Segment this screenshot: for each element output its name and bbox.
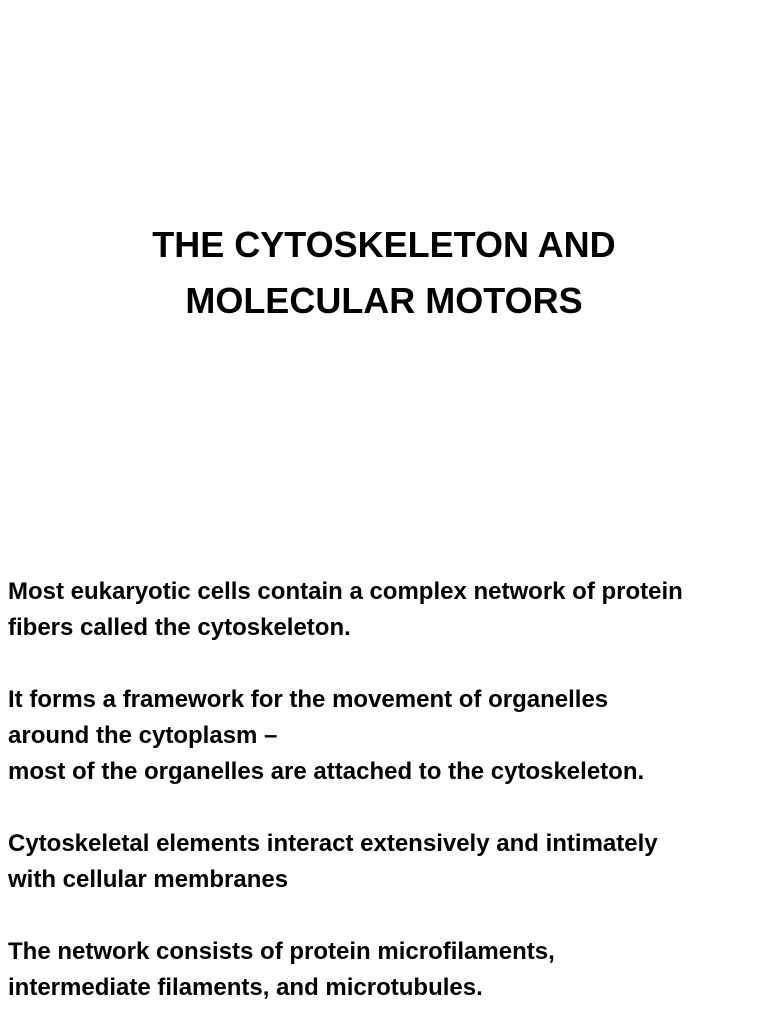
title-line: MOLECULAR MOTORS [185, 280, 583, 322]
text-line: fibers called the cytoskeleton. [8, 614, 351, 641]
paragraph-framework [8, 682, 764, 790]
text-line: with cellular membranes [8, 866, 289, 893]
text-line: Most eukaryotic cells contain a complex network of protein [8, 578, 683, 605]
text-line: most of the organelles are attached to the cytoskeleton. [8, 758, 645, 785]
title-line: THE CYTOSKELETON AND [152, 224, 616, 266]
text-line: The network consists of protein microfilaments, [8, 938, 555, 965]
text-line: It forms a framework for the movement of organelles [8, 686, 609, 713]
text-line: around the cytoplasm – [8, 722, 278, 749]
paragraph-network-components [8, 934, 764, 1006]
paragraph-membranes [8, 826, 764, 898]
page-title [0, 217, 768, 329]
text-line: Cytoskeletal elements interact extensively and intimately [8, 830, 658, 857]
body-text [8, 574, 764, 1006]
paragraph-cytoskeleton-intro [8, 574, 764, 646]
text-line: intermediate filaments, and microtubules. [8, 974, 483, 1001]
